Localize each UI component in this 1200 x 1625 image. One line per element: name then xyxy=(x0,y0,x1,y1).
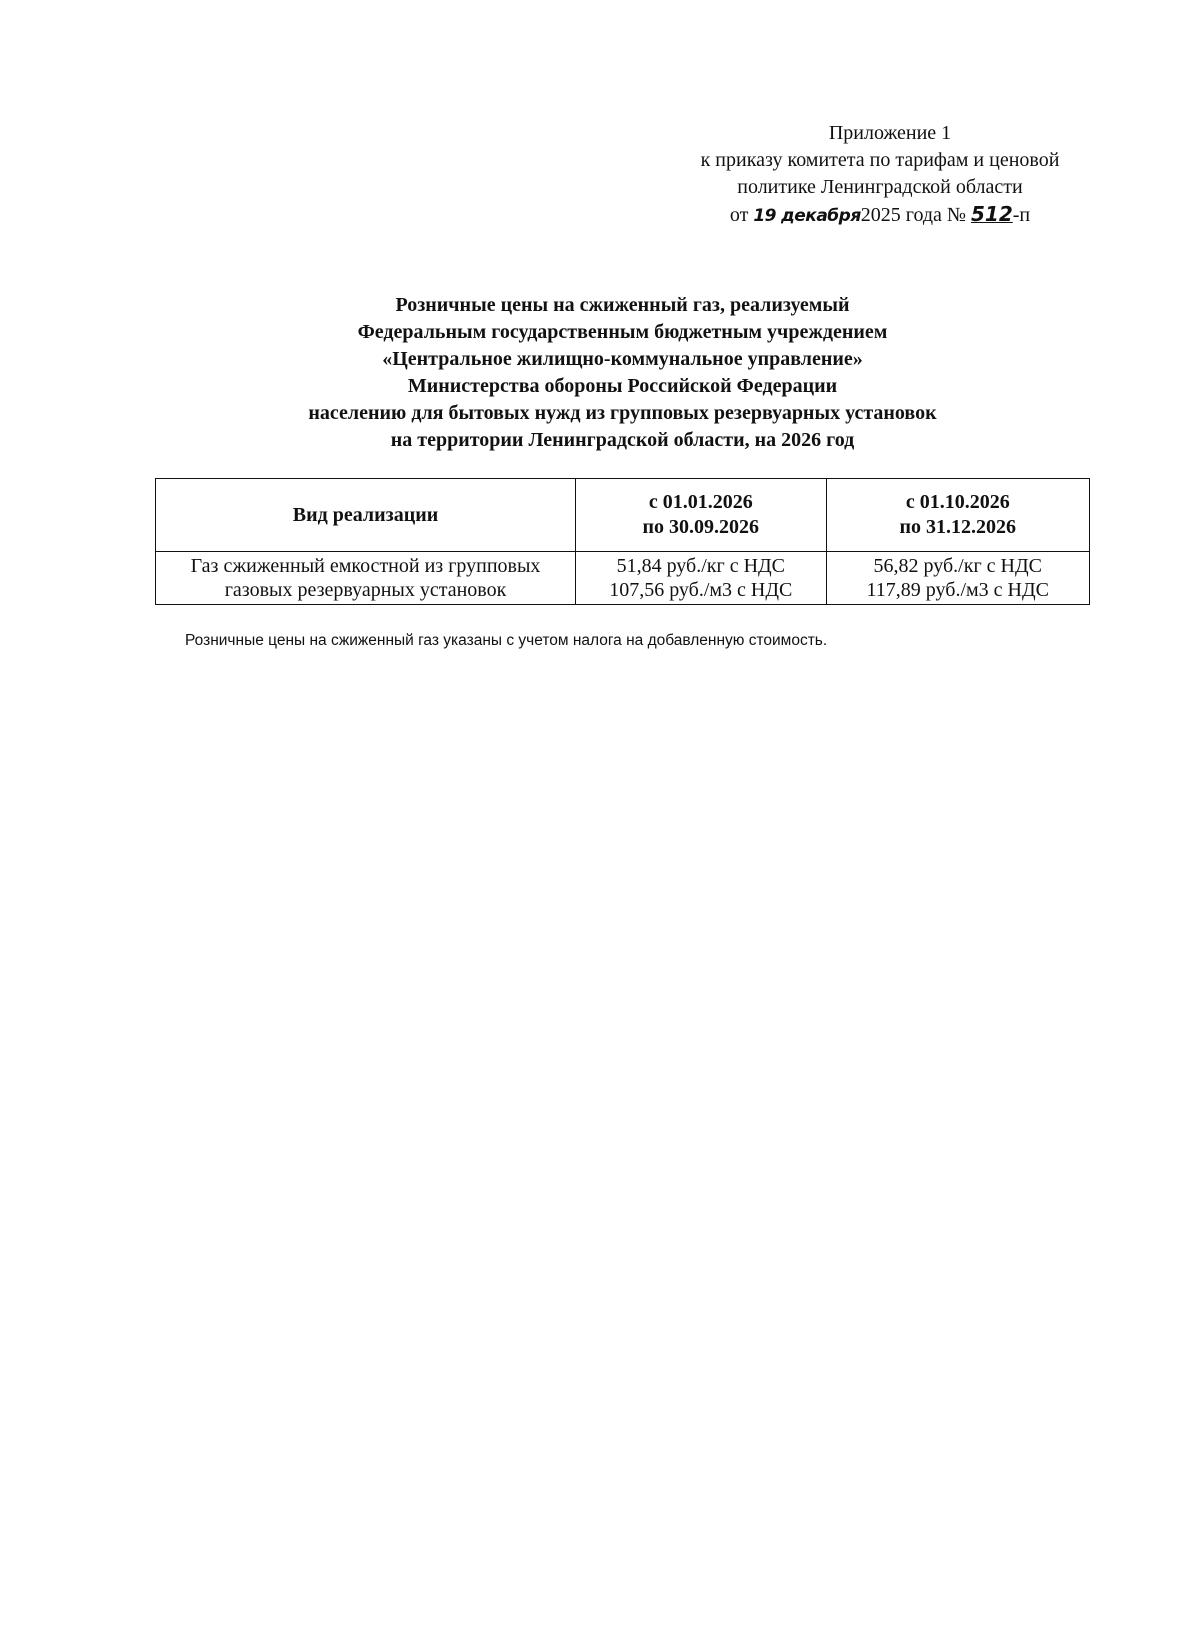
order-line-2: политике Ленинградской области xyxy=(737,176,1023,198)
appendix-block xyxy=(640,120,1120,230)
table-row xyxy=(156,552,1090,605)
table-header-row xyxy=(156,479,1090,552)
handwritten-day: 19 xyxy=(753,206,777,226)
title-line-1: Розничные цены на сжиженный газ, реализуемый xyxy=(395,294,850,316)
title-line-5: населению для бытовых нужд из групповых резервуарных установок xyxy=(308,402,937,424)
period-2-from: с 01.10.2026 xyxy=(905,491,1010,513)
row-period-2-cell xyxy=(826,552,1089,605)
row-period-1-cell xyxy=(576,552,826,605)
header-type: Вид реализации xyxy=(156,479,576,552)
handwritten-order-number: 512 xyxy=(971,202,1013,226)
price-period-1-kg: 51,84 руб./кг с НДС xyxy=(616,555,785,577)
document-title xyxy=(150,292,1095,454)
date-year: 2025 года № xyxy=(860,204,967,226)
vat-note: Розничные цены на сжиженный газ указаны с учетом налога на добавленную стоимость. xyxy=(185,632,828,649)
order-suffix: -п xyxy=(1012,204,1031,226)
date-prefix: от xyxy=(729,204,749,226)
appendix-label: Приложение 1 xyxy=(828,122,952,144)
price-period-2-m3: 117,89 руб./м3 с НДС xyxy=(866,579,1049,601)
title-line-3: «Центральное жилищно-коммунальное управление» xyxy=(382,348,863,370)
row-type-line-1: Газ сжиженный емкостной из групповых xyxy=(190,555,541,577)
period-1-from: с 01.01.2026 xyxy=(648,491,753,513)
price-period-2-kg: 56,82 руб./кг с НДС xyxy=(873,555,1042,577)
header-period-2 xyxy=(826,479,1089,552)
row-type-line-2: газовых резервуарных установок xyxy=(224,579,507,601)
title-line-6: на территории Ленинградской области, на 2026 год xyxy=(390,429,855,451)
row-type-cell xyxy=(156,552,576,605)
order-date-line xyxy=(640,201,1120,230)
title-line-2: Федеральным государственным бюджетным учреждением xyxy=(357,321,888,343)
price-period-1-m3: 107,56 руб./м3 с НДС xyxy=(609,579,793,601)
header-period-1 xyxy=(576,479,826,552)
price-table xyxy=(155,478,1090,605)
title-line-4: Министерства обороны Российской Федерации xyxy=(407,375,838,397)
period-2-to: по 31.12.2026 xyxy=(899,516,1017,538)
handwritten-month: декабря xyxy=(781,206,861,226)
period-1-to: по 30.09.2026 xyxy=(642,516,760,538)
order-line-1: к приказу комитета по тарифам и ценовой xyxy=(700,149,1060,171)
